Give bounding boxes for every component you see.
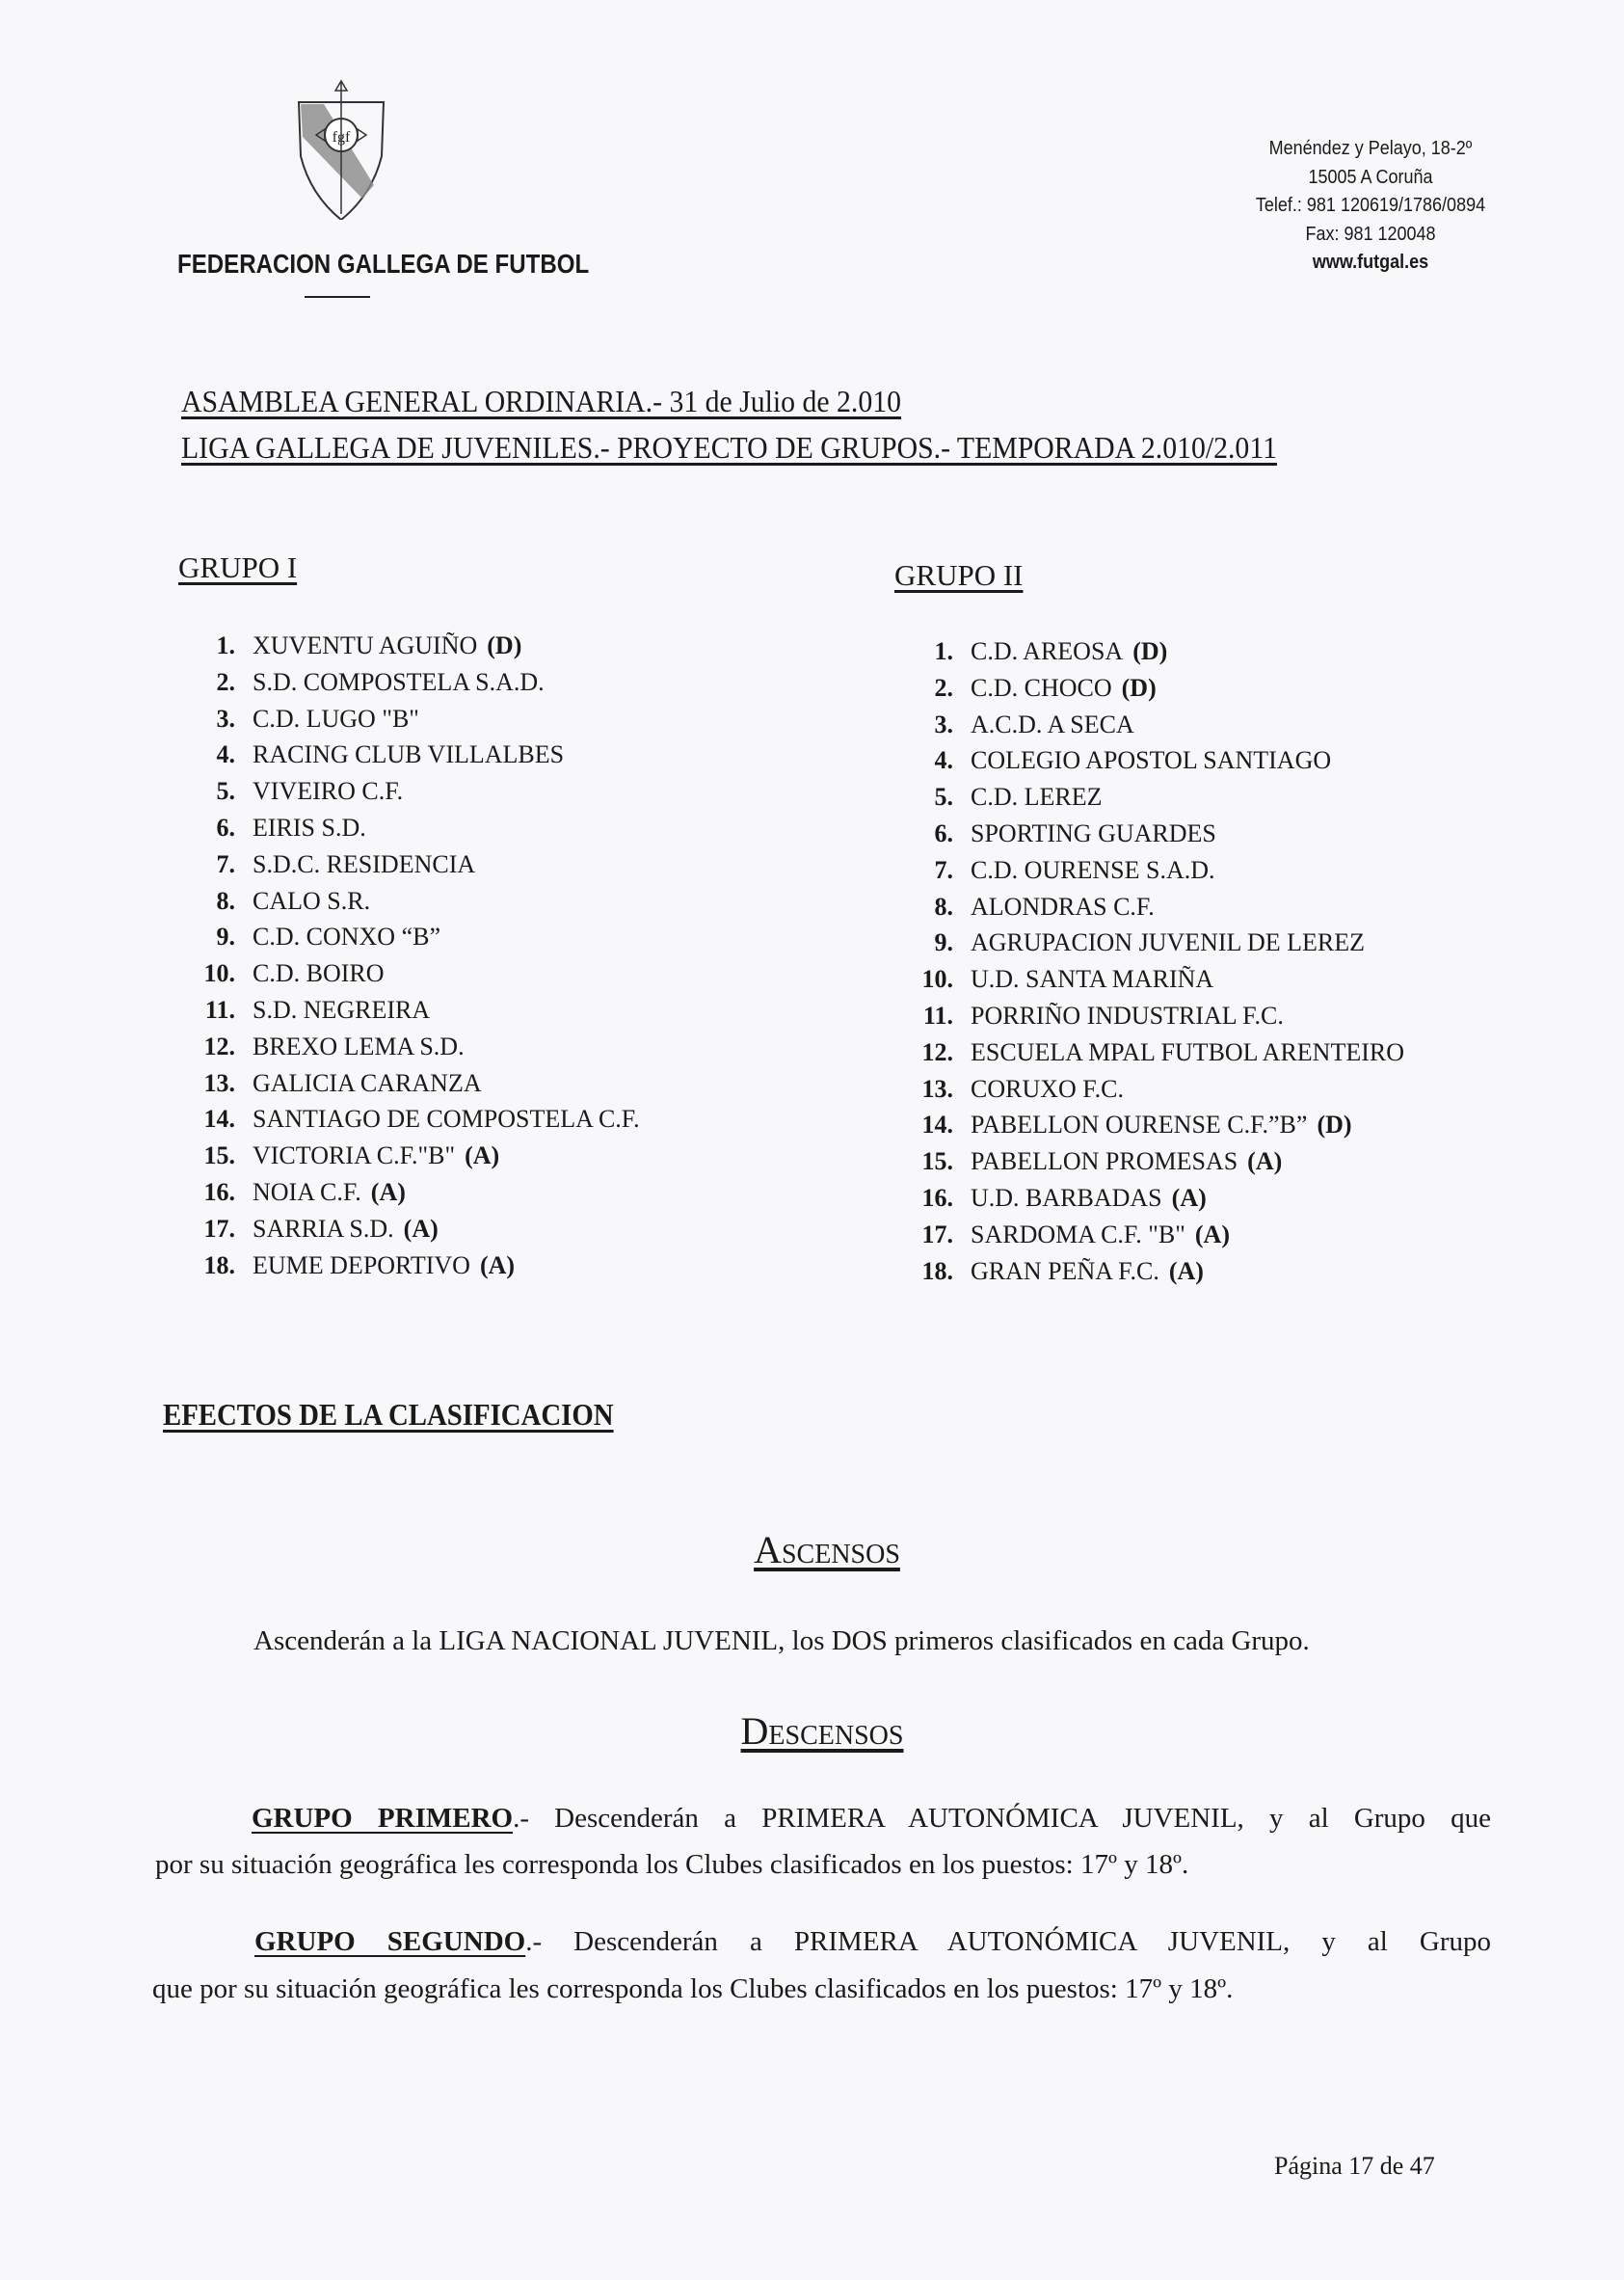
team-list-item <box>911 1111 1404 1147</box>
team-name: C.D. LEREZ <box>971 783 1103 812</box>
team-number: 6. <box>216 813 235 842</box>
team-name: SANTIAGO DE COMPOSTELA C.F. <box>253 1105 640 1134</box>
team-name: NOIA C.F. <box>253 1177 361 1206</box>
address-fax: Fax: 981 120048 <box>1305 223 1436 245</box>
team-list-item <box>193 1141 640 1178</box>
website-link[interactable]: www.futgal.es <box>1312 252 1429 273</box>
team-number: 15. <box>921 1147 953 1176</box>
team-number: 2. <box>216 667 235 696</box>
team-name: PORRIÑO INDUSTRIAL F.C. <box>971 1001 1284 1030</box>
team-name: C.D. CONXO “B” <box>253 923 440 952</box>
team-number: 7. <box>934 855 953 884</box>
team-list-item <box>193 668 640 705</box>
team-number: 16. <box>203 1177 235 1206</box>
team-name: C.D. BOIRO <box>253 959 385 988</box>
team-status-tag: (A) <box>479 1250 516 1279</box>
team-number: 10. <box>921 965 953 994</box>
team-name: U.D. BARBADAS <box>971 1183 1162 1212</box>
team-list-item <box>911 1257 1404 1294</box>
team-status-tag: (D) <box>1132 637 1168 665</box>
address-block <box>1232 135 1509 278</box>
team-name: S.D. COMPOSTELA S.A.D. <box>253 667 545 696</box>
team-name: SARRIA S.D. <box>253 1214 394 1243</box>
grupo-segundo-text: .- Descenderán a PRIMERA AUTONÓMICA JUVENIL, y al Grupo <box>525 1926 1491 1957</box>
address-phone: Telef.: 981 120619/1786/0894 <box>1255 195 1486 216</box>
team-number: 17. <box>203 1214 235 1243</box>
team-status-tag: (A) <box>465 1141 500 1170</box>
team-number: 18. <box>921 1256 953 1285</box>
team-number: 9. <box>934 928 953 957</box>
ascensos-text: Ascenderán a la LIGA NACIONAL JUVENIL, los DOS primeros clasificados en cada Grupo. <box>253 1625 1310 1656</box>
team-name: RACING CLUB VILLALBES <box>253 740 565 769</box>
team-name: COLEGIO APOSTOL SANTIAGO <box>971 746 1332 775</box>
grupo-primero-line1 <box>252 1803 1491 1835</box>
group-2-team-list <box>911 637 1404 1293</box>
team-list-item <box>911 674 1404 711</box>
team-list-item <box>911 928 1404 965</box>
team-number: 8. <box>934 892 953 921</box>
team-status-tag: (A) <box>1194 1220 1230 1248</box>
descensos-heading: Descensos <box>740 1709 904 1753</box>
team-name: PABELLON PROMESAS <box>971 1147 1238 1176</box>
team-number: 1. <box>216 631 235 659</box>
team-name: BREXO LEMA S.D. <box>253 1032 465 1060</box>
effects-heading: EFECTOS DE LA CLASIFICACION <box>163 1397 614 1432</box>
team-name: GALICIA CARANZA <box>253 1068 482 1097</box>
team-name: GRAN PEÑA F.C. <box>971 1256 1159 1285</box>
team-number: 10. <box>203 959 235 988</box>
team-status-tag: (D) <box>487 631 522 659</box>
team-status-tag: (A) <box>1171 1183 1207 1212</box>
team-list-item <box>911 1220 1404 1257</box>
team-name: SPORTING GUARDES <box>971 818 1216 847</box>
team-list-item <box>911 1147 1404 1184</box>
team-number: 13. <box>921 1074 953 1103</box>
team-list-item <box>193 1033 640 1069</box>
team-number: 11. <box>204 995 235 1024</box>
grupo-primero-text: .- Descenderán a PRIMERA AUTONÓMICA JUVENIL, y al Grupo que <box>513 1803 1491 1834</box>
team-number: 13. <box>203 1068 235 1097</box>
team-list-item <box>911 893 1404 929</box>
team-list-item <box>911 711 1404 747</box>
address-city: 15005 A Coruña <box>1308 166 1433 188</box>
team-number: 8. <box>216 886 235 915</box>
team-list-item <box>193 1215 640 1251</box>
team-list-item <box>911 1038 1404 1075</box>
team-name: U.D. SANTA MARIÑA <box>971 965 1214 994</box>
team-name: C.D. CHOCO <box>971 673 1112 702</box>
team-number: 5. <box>216 777 235 806</box>
team-number: 9. <box>216 923 235 952</box>
team-number: 4. <box>934 746 953 775</box>
team-status-tag: (D) <box>1317 1111 1352 1140</box>
team-name: XUVENTU AGUIÑO <box>253 631 478 659</box>
team-name: S.D.C. RESIDENCIA <box>253 849 476 878</box>
team-list-item <box>193 959 640 996</box>
team-number: 12. <box>203 1032 235 1060</box>
federation-shield-logo <box>295 79 387 220</box>
team-number: 1. <box>934 637 953 665</box>
team-status-tag: (D) <box>1121 673 1157 702</box>
team-list-item <box>193 923 640 959</box>
team-list-item <box>193 631 640 668</box>
team-list-item <box>193 996 640 1033</box>
group-2-title: GRUPO II <box>894 558 1024 592</box>
team-name: ESCUELA MPAL FUTBOL ARENTEIRO <box>971 1037 1404 1066</box>
team-list-item <box>193 1251 640 1288</box>
grupo-segundo-line2: que por su situación geográfica les corresponda los Clubes clasificados en los puestos: 17º y 18º. <box>152 1973 1234 2004</box>
team-list-item <box>911 856 1404 893</box>
page-number: Página 17 de 47 <box>1274 2152 1435 2180</box>
team-list-item <box>911 1002 1404 1038</box>
team-list-item <box>193 705 640 741</box>
team-name: CORUXO F.C. <box>971 1074 1125 1103</box>
document-title-2: LIGA GALLEGA DE JUVENILES.- PROYECTO DE GRUPOS.- TEMPORADA 2.010/2.011 <box>181 430 1277 465</box>
team-status-tag: (A) <box>403 1214 439 1243</box>
team-number: 15. <box>203 1141 235 1170</box>
address-street: Menéndez y Pelayo, 18-2º <box>1268 138 1473 159</box>
team-number: 14. <box>921 1111 953 1140</box>
team-name: PABELLON OURENSE C.F.”B” <box>971 1111 1308 1140</box>
team-list-item <box>193 1105 640 1141</box>
team-number: 17. <box>921 1220 953 1248</box>
organization-name: FEDERACION GALLEGA DE FUTBOL <box>177 249 590 279</box>
group-1-title: GRUPO I <box>178 550 298 584</box>
team-name: AGRUPACION JUVENIL DE LEREZ <box>971 928 1366 957</box>
team-list-item <box>193 1178 640 1215</box>
team-name: EUME DEPORTIVO <box>253 1250 470 1279</box>
team-number: 4. <box>216 740 235 769</box>
document-title-1: ASAMBLEA GENERAL ORDINARIA.- 31 de Julio de 2.010 <box>181 384 901 418</box>
team-list-item <box>911 819 1404 856</box>
team-number: 12. <box>921 1037 953 1066</box>
grupo-primero-line2: por su situación geográfica les corresponda los Clubes clasificados en los puestos: 17º y 18º. <box>155 1849 1189 1880</box>
team-number: 2. <box>934 673 953 702</box>
team-status-tag: (A) <box>1247 1147 1283 1176</box>
team-number: 6. <box>934 818 953 847</box>
team-list-item <box>193 850 640 887</box>
team-name: C.D. LUGO "B" <box>253 704 419 733</box>
team-list-item <box>193 814 640 850</box>
grupo-segundo-line1 <box>254 1926 1491 1958</box>
team-name: C.D. OURENSE S.A.D. <box>971 855 1215 884</box>
team-name: C.D. AREOSA <box>971 637 1124 665</box>
team-list-item <box>911 746 1404 783</box>
team-name: ALONDRAS C.F. <box>971 892 1155 921</box>
team-list-item <box>193 740 640 777</box>
grupo-segundo-label: GRUPO SEGUNDO <box>254 1926 526 1957</box>
team-name: EIRIS S.D. <box>253 813 366 842</box>
svg-text:fgf: fgf <box>332 129 351 146</box>
group-1-team-list <box>193 631 640 1287</box>
team-list-item <box>911 965 1404 1002</box>
grupo-primero-label: GRUPO PRIMERO <box>252 1803 514 1834</box>
team-list-item <box>911 783 1404 819</box>
team-number: 18. <box>203 1250 235 1279</box>
team-name: S.D. NEGREIRA <box>253 995 431 1024</box>
team-number: 3. <box>934 710 953 738</box>
team-status-tag: (A) <box>1168 1256 1204 1285</box>
divider <box>305 296 370 298</box>
team-name: VICTORIA C.F."B" <box>253 1141 456 1170</box>
team-name: SARDOMA C.F. "B" <box>971 1220 1185 1248</box>
team-name: VIVEIRO C.F. <box>253 777 404 806</box>
team-name: A.C.D. A SECA <box>971 710 1134 738</box>
team-list-item <box>193 1069 640 1106</box>
team-number: 11. <box>922 1001 953 1030</box>
team-number: 3. <box>216 704 235 733</box>
team-number: 7. <box>216 849 235 878</box>
team-list-item <box>193 777 640 814</box>
team-list-item <box>193 887 640 924</box>
team-number: 14. <box>203 1105 235 1134</box>
team-number: 5. <box>934 783 953 812</box>
team-list-item <box>911 637 1404 674</box>
team-list-item <box>911 1075 1404 1112</box>
ascensos-heading: Ascensos <box>754 1528 900 1571</box>
team-status-tag: (A) <box>370 1177 406 1206</box>
team-name: CALO S.R. <box>253 886 371 915</box>
team-number: 16. <box>921 1183 953 1212</box>
team-list-item <box>911 1184 1404 1220</box>
